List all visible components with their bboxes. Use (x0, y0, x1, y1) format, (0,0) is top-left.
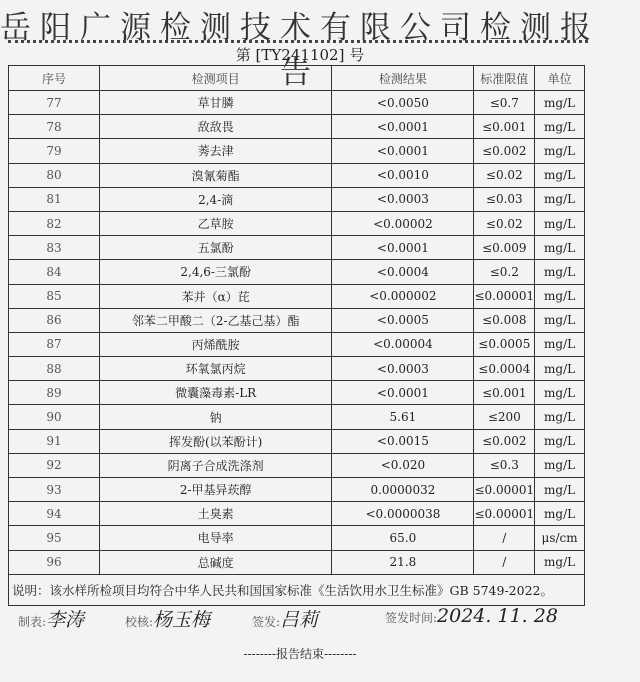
note: 说明：该水样所检项目均符合中华人民共和国国家标准《生活饮用水卫生标准》GB 5749-2022。 (9, 574, 585, 605)
row-limit: ≤0.001 (474, 115, 535, 139)
table-row (9, 502, 585, 526)
row-limit: ≤0.3 (474, 453, 535, 477)
row-result: <0.020 (332, 453, 474, 477)
table-row (9, 526, 585, 550)
row-unit: mg/L (535, 308, 585, 332)
checked-signature: 杨玉梅 (153, 609, 211, 631)
row-item: 电导率 (100, 526, 332, 550)
header-unit: 单位 (535, 66, 585, 91)
row-index: 84 (9, 260, 100, 284)
row-item: 阴离子合成洗涤剂 (100, 453, 332, 477)
issued-label: 签发: (252, 615, 281, 629)
row-item: 土臭素 (100, 502, 332, 526)
table-row (9, 91, 585, 115)
row-limit: ≤0.02 (474, 211, 535, 235)
row-result: <0.0015 (332, 429, 474, 453)
row-result: 21.8 (332, 550, 474, 574)
row-result: <0.0000038 (332, 502, 474, 526)
table-header (9, 66, 585, 91)
row-index: 96 (9, 550, 100, 574)
row-result: <0.000002 (332, 284, 474, 308)
table-row (9, 308, 585, 332)
row-result: <0.00002 (332, 211, 474, 235)
table-row (9, 236, 585, 260)
row-limit: ≤0.009 (474, 236, 535, 260)
row-result: <0.0003 (332, 187, 474, 211)
report-title: 岳阳广源检测技术有限公司检测报告 (0, 10, 600, 91)
checked-by (125, 605, 210, 632)
row-limit: ≤0.002 (474, 139, 535, 163)
row-unit: mg/L (535, 211, 585, 235)
row-unit: mg/L (535, 115, 585, 139)
row-index: 83 (9, 236, 100, 260)
issued-by (252, 605, 318, 632)
row-index: 91 (9, 429, 100, 453)
checked-label: 校核: (125, 615, 154, 629)
row-item: 丙烯酰胺 (100, 332, 332, 356)
row-index: 86 (9, 308, 100, 332)
row-result: <0.0001 (332, 115, 474, 139)
row-item: 2,4,6-三氯酚 (100, 260, 332, 284)
row-unit: mg/L (535, 187, 585, 211)
row-unit: mg/L (535, 478, 585, 502)
table-row (9, 211, 585, 235)
row-unit: μs/cm (535, 526, 585, 550)
row-limit: ≤0.0005 (474, 332, 535, 356)
row-index: 85 (9, 284, 100, 308)
table-row (9, 453, 585, 477)
row-limit: ≤0.00001 (474, 284, 535, 308)
row-unit: mg/L (535, 91, 585, 115)
row-limit: / (474, 550, 535, 574)
row-item: 莠去津 (100, 139, 332, 163)
row-limit: ≤0.008 (474, 308, 535, 332)
row-limit: ≤0.00001 (474, 478, 535, 502)
table-row (9, 115, 585, 139)
row-limit: ≤0.001 (474, 381, 535, 405)
row-item: 苯并（α）芘 (100, 284, 332, 308)
row-item: 敌敌畏 (100, 115, 332, 139)
row-unit: mg/L (535, 284, 585, 308)
issued-signature: 吕莉 (280, 609, 319, 631)
row-limit: / (474, 526, 535, 550)
header-result: 检测结果 (332, 66, 474, 91)
row-limit: ≤200 (474, 405, 535, 429)
row-index: 79 (9, 139, 100, 163)
row-index: 95 (9, 526, 100, 550)
row-limit: ≤0.02 (474, 163, 535, 187)
row-result: <0.0001 (332, 381, 474, 405)
table-row (9, 284, 585, 308)
row-unit: mg/L (535, 429, 585, 453)
date-handwritten: 2024. 11. 28 (437, 605, 558, 627)
row-index: 94 (9, 502, 100, 526)
row-item: 微囊藻毒素-LR (100, 381, 332, 405)
row-unit: mg/L (535, 332, 585, 356)
row-result: <0.0001 (332, 139, 474, 163)
row-index: 81 (9, 187, 100, 211)
row-result: 0.0000032 (332, 478, 474, 502)
report-number: 第 [TY241102] 号 (235, 46, 365, 64)
row-unit: mg/L (535, 357, 585, 381)
date-label: 签发时间: (385, 611, 438, 625)
row-unit: mg/L (535, 236, 585, 260)
issue-date (385, 605, 558, 627)
row-unit: mg/L (535, 405, 585, 429)
row-result: <0.0005 (332, 308, 474, 332)
row-item: 挥发酚(以苯酚计) (100, 429, 332, 453)
prepared-signature: 李涛 (46, 609, 85, 631)
row-limit: ≤0.2 (474, 260, 535, 284)
row-result: <0.0003 (332, 357, 474, 381)
row-item: 总碱度 (100, 550, 332, 574)
row-limit: ≤0.7 (474, 91, 535, 115)
row-unit: mg/L (535, 381, 585, 405)
row-item: 环氧氯丙烷 (100, 357, 332, 381)
table-row (9, 478, 585, 502)
table-row (9, 332, 585, 356)
row-unit: mg/L (535, 550, 585, 574)
row-limit: ≤0.0004 (474, 357, 535, 381)
row-limit: ≤0.03 (474, 187, 535, 211)
prepared-label: 制表: (18, 615, 47, 629)
row-unit: mg/L (535, 260, 585, 284)
table-row (9, 381, 585, 405)
row-index: 90 (9, 405, 100, 429)
row-item: 草甘膦 (100, 91, 332, 115)
row-item: 钠 (100, 405, 332, 429)
row-index: 87 (9, 332, 100, 356)
results-table (8, 65, 585, 606)
row-item: 2,4-滴 (100, 187, 332, 211)
row-unit: mg/L (535, 502, 585, 526)
row-index: 78 (9, 115, 100, 139)
table-row (9, 405, 585, 429)
table-row (9, 357, 585, 381)
header-index: 序号 (9, 66, 100, 91)
dotted-divider (8, 40, 588, 43)
report-end: --------报告结束-------- (243, 647, 357, 661)
row-unit: mg/L (535, 139, 585, 163)
row-item: 五氯酚 (100, 236, 332, 260)
table-row (9, 550, 585, 574)
row-index: 88 (9, 357, 100, 381)
row-limit: ≤0.00001 (474, 502, 535, 526)
header-limit: 标准限值 (474, 66, 535, 91)
row-index: 93 (9, 478, 100, 502)
row-limit: ≤0.002 (474, 429, 535, 453)
table-row (9, 260, 585, 284)
row-result: 65.0 (332, 526, 474, 550)
table-row (9, 139, 585, 163)
table-row (9, 187, 585, 211)
row-result: <0.0004 (332, 260, 474, 284)
row-result: <0.0050 (332, 91, 474, 115)
table-row (9, 429, 585, 453)
row-result: <0.0010 (332, 163, 474, 187)
table-row (9, 163, 585, 187)
row-unit: mg/L (535, 163, 585, 187)
row-unit: mg/L (535, 453, 585, 477)
row-index: 89 (9, 381, 100, 405)
row-result: <0.0001 (332, 236, 474, 260)
row-index: 92 (9, 453, 100, 477)
row-result: 5.61 (332, 405, 474, 429)
row-item: 乙草胺 (100, 211, 332, 235)
row-item: 2-甲基异莰醇 (100, 478, 332, 502)
row-index: 77 (9, 91, 100, 115)
prepared-by (18, 605, 84, 632)
row-index: 82 (9, 211, 100, 235)
row-result: <0.00004 (332, 332, 474, 356)
row-index: 80 (9, 163, 100, 187)
header-item: 检测项目 (100, 66, 332, 91)
row-item: 邻苯二甲酸二（2-乙基己基）酯 (100, 308, 332, 332)
row-item: 溴氰菊酯 (100, 163, 332, 187)
